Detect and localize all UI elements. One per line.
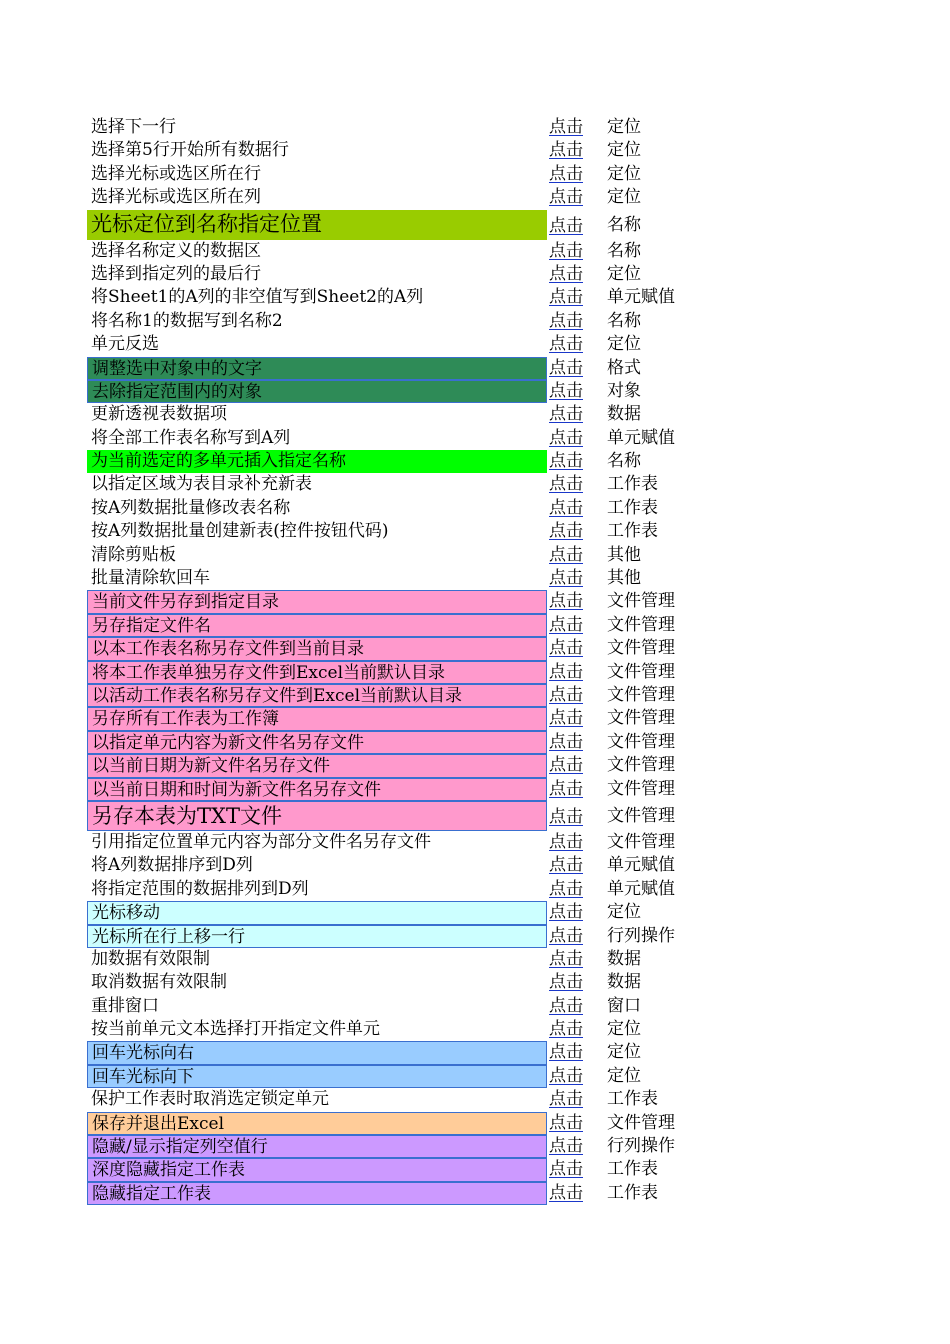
table-row [87, 186, 707, 209]
macro-category: 窗口 [607, 995, 641, 1016]
macro-description: 清除剪贴板 [91, 544, 176, 565]
macro-description: 隐藏指定工作表 [87, 1182, 547, 1205]
table-row [87, 139, 707, 162]
table-row [87, 971, 707, 994]
macro-category: 定位 [607, 117, 641, 137]
macro-description: 批量清除软回车 [91, 568, 210, 589]
table-row [87, 544, 707, 567]
macro-description: 以活动工作表名称另存文件到Excel当前默认目录 [87, 684, 547, 707]
macro-description: 以本工作表名称另存文件到当前目录 [87, 637, 547, 660]
table-row [87, 854, 707, 877]
run-macro-link[interactable]: 点击 [549, 380, 583, 401]
macro-description: 选择光标或选区所在列 [91, 187, 261, 208]
macro-description: 将指定范围的数据排列到D列 [91, 878, 309, 899]
table-row [87, 210, 707, 240]
macro-description: 单元反选 [91, 334, 159, 355]
run-macro-link[interactable]: 点击 [549, 948, 583, 969]
macro-description: 按当前单元文本选择打开指定文件单元 [91, 1019, 380, 1040]
table-row [87, 707, 707, 730]
macro-category: 单元赋值 [607, 878, 675, 899]
run-macro-link[interactable]: 点击 [549, 1136, 583, 1157]
run-macro-link[interactable]: 点击 [549, 334, 583, 355]
table-row [87, 925, 707, 948]
macro-description: 将名称1的数据写到名称2 [91, 310, 283, 331]
macro-category: 定位 [607, 263, 641, 284]
run-macro-link[interactable]: 点击 [549, 591, 583, 612]
macro-description: 选择到指定列的最后行 [91, 263, 261, 284]
macro-description: 按A列数据批量修改表名称 [91, 497, 291, 518]
run-macro-link[interactable]: 点击 [549, 187, 583, 208]
macro-description: 选择名称定义的数据区 [91, 240, 261, 261]
macro-description: 隐藏/显示指定列空值行 [87, 1135, 547, 1158]
table-row [87, 948, 707, 971]
macro-description: 另存所有工作表为工作簿 [87, 707, 547, 730]
run-macro-link[interactable]: 点击 [549, 684, 583, 705]
table-row [87, 567, 707, 590]
macro-category: 对象 [607, 380, 641, 401]
run-macro-link[interactable]: 点击 [549, 1089, 583, 1110]
table-row [87, 614, 707, 637]
macro-category: 定位 [607, 187, 641, 208]
run-macro-link[interactable]: 点击 [549, 995, 583, 1016]
table-row [87, 240, 707, 263]
macro-category: 工作表 [607, 474, 658, 495]
macro-description: 选择下一行 [91, 117, 176, 137]
table-row [87, 901, 707, 924]
macro-description: 当前文件另存到指定目录 [87, 590, 547, 613]
table-row [87, 878, 707, 901]
macro-category: 定位 [607, 334, 641, 355]
table-row [87, 380, 707, 403]
table-row [87, 1041, 707, 1064]
table-row [87, 1112, 707, 1135]
macro-description: 更新透视表数据项 [91, 404, 227, 425]
macro-category: 定位 [607, 902, 641, 923]
macro-description: 选择第5行开始所有数据行 [91, 140, 289, 161]
table-row [87, 163, 707, 186]
macro-description: 引用指定位置单元内容为部分文件名另存文件 [91, 831, 431, 852]
macro-description: 保存并退出Excel [87, 1112, 547, 1135]
macro-description: 将全部工作表名称写到A列 [91, 427, 291, 448]
run-macro-link[interactable]: 点击 [549, 1182, 583, 1203]
macro-description: 以当前日期和时间为新文件名另存文件 [87, 778, 547, 801]
run-macro-link[interactable]: 点击 [549, 878, 583, 899]
run-macro-link[interactable]: 点击 [549, 972, 583, 993]
run-macro-link[interactable]: 点击 [549, 1042, 583, 1063]
run-macro-link[interactable]: 点击 [549, 357, 583, 378]
macro-category: 定位 [607, 163, 641, 184]
macro-category: 定位 [607, 1019, 641, 1040]
run-macro-link[interactable]: 点击 [549, 1019, 583, 1040]
run-macro-link[interactable]: 点击 [549, 708, 583, 729]
run-macro-link[interactable]: 点击 [549, 544, 583, 565]
table-row [87, 520, 707, 543]
macro-description: 光标移动 [87, 901, 547, 924]
macro-category: 其他 [607, 568, 641, 589]
run-macro-link[interactable]: 点击 [549, 240, 583, 261]
table-row [87, 684, 707, 707]
run-macro-link[interactable]: 点击 [549, 1159, 583, 1180]
macro-description: 调整选中对象中的文字 [87, 357, 547, 380]
table-row [87, 995, 707, 1018]
macro-category: 文件管理 [607, 755, 675, 776]
table-row [87, 263, 707, 286]
run-macro-link[interactable]: 点击 [549, 287, 583, 308]
macro-description: 光标定位到名称指定位置 [87, 210, 547, 240]
macro-category: 文件管理 [607, 684, 675, 705]
macro-category: 其他 [607, 544, 641, 565]
run-macro-link[interactable]: 点击 [549, 163, 583, 184]
run-macro-link[interactable]: 点击 [549, 806, 583, 827]
run-macro-link[interactable]: 点击 [549, 568, 583, 589]
macro-category: 文件管理 [607, 638, 675, 659]
macro-description: 深度隐藏指定工作表 [87, 1158, 547, 1181]
run-macro-link[interactable]: 点击 [549, 661, 583, 682]
run-macro-link[interactable]: 点击 [549, 855, 583, 876]
macro-list-sheet [87, 116, 707, 1205]
run-macro-link[interactable]: 点击 [549, 497, 583, 518]
macro-category: 定位 [607, 140, 641, 161]
run-macro-link[interactable]: 点击 [549, 778, 583, 799]
macro-category: 文件管理 [607, 661, 675, 682]
table-row [87, 1065, 707, 1088]
macro-description: 加数据有效限制 [91, 948, 210, 969]
macro-description: 以当前日期为新文件名另存文件 [87, 754, 547, 777]
macro-description: 以指定区域为表目录补充新表 [91, 474, 312, 495]
macro-category: 行列操作 [607, 1136, 675, 1157]
table-row [87, 778, 707, 801]
run-macro-link[interactable]: 点击 [549, 310, 583, 331]
run-macro-link[interactable]: 点击 [549, 117, 583, 137]
table-row [87, 754, 707, 777]
macro-description: 重排窗口 [91, 995, 159, 1016]
macro-category: 工作表 [607, 1089, 658, 1110]
table-row [87, 1182, 707, 1205]
macro-category: 数据 [607, 972, 641, 993]
macro-category: 行列操作 [607, 925, 675, 946]
macro-category: 单元赋值 [607, 427, 675, 448]
macro-description: 将A列数据排序到D列 [91, 855, 253, 876]
run-macro-link[interactable]: 点击 [549, 140, 583, 161]
macro-category: 文件管理 [607, 614, 675, 635]
run-macro-link[interactable]: 点击 [549, 1065, 583, 1086]
macro-description: 另存指定文件名 [87, 614, 547, 637]
macro-category: 工作表 [607, 1159, 658, 1180]
run-macro-link[interactable]: 点击 [549, 451, 583, 472]
macro-description: 保护工作表时取消选定锁定单元 [91, 1089, 329, 1110]
run-macro-link[interactable]: 点击 [549, 215, 583, 236]
macro-category: 文件管理 [607, 1112, 675, 1133]
macro-category: 文件管理 [607, 591, 675, 612]
table-row [87, 450, 707, 473]
run-macro-link[interactable]: 点击 [549, 731, 583, 752]
macro-description: 将本工作表单独另存文件到Excel当前默认目录 [87, 661, 547, 684]
run-macro-link[interactable]: 点击 [549, 521, 583, 542]
table-row [87, 116, 707, 139]
table-row [87, 333, 707, 356]
macro-category: 文件管理 [607, 831, 675, 852]
macro-description: 回车光标向右 [87, 1041, 547, 1064]
table-row [87, 731, 707, 754]
macro-category: 名称 [607, 240, 641, 261]
macro-description: 将Sheet1的A列的非空值写到Sheet2的A列 [91, 287, 424, 308]
run-macro-link[interactable]: 点击 [549, 427, 583, 448]
table-row [87, 637, 707, 660]
macro-category: 文件管理 [607, 805, 675, 826]
run-macro-link[interactable]: 点击 [549, 1112, 583, 1133]
table-row [87, 427, 707, 450]
macro-category: 数据 [607, 948, 641, 969]
macro-category: 单元赋值 [607, 287, 675, 308]
run-macro-link[interactable]: 点击 [549, 831, 583, 852]
macro-category: 数据 [607, 404, 641, 425]
macro-description: 为当前选定的多单元插入指定名称 [87, 450, 547, 473]
table-row [87, 357, 707, 380]
table-row [87, 310, 707, 333]
run-macro-link[interactable]: 点击 [549, 263, 583, 284]
macro-category: 名称 [607, 310, 641, 331]
table-row [87, 497, 707, 520]
run-macro-link[interactable]: 点击 [549, 638, 583, 659]
run-macro-link[interactable]: 点击 [549, 902, 583, 923]
table-row [87, 831, 707, 854]
table-row [87, 473, 707, 496]
table-row [87, 801, 707, 831]
macro-description: 以指定单元内容为新文件名另存文件 [87, 731, 547, 754]
macro-description: 另存本表为TXT文件 [87, 801, 547, 831]
macro-category: 文件管理 [607, 731, 675, 752]
macro-description: 去除指定范围内的对象 [87, 380, 547, 403]
macro-description: 回车光标向下 [87, 1065, 547, 1088]
table-row [87, 403, 707, 426]
macro-category: 定位 [607, 1042, 641, 1063]
table-row [87, 661, 707, 684]
table-row [87, 286, 707, 309]
run-macro-link[interactable]: 点击 [549, 404, 583, 425]
macro-category: 文件管理 [607, 778, 675, 799]
macro-category: 名称 [607, 451, 641, 472]
table-row [87, 1018, 707, 1041]
macro-category: 工作表 [607, 1182, 658, 1203]
macro-category: 定位 [607, 1065, 641, 1086]
macro-description: 光标所在行上移一行 [87, 925, 547, 948]
macro-description: 选择光标或选区所在行 [91, 163, 261, 184]
macro-category: 工作表 [607, 521, 658, 542]
macro-category: 名称 [607, 214, 641, 235]
table-row [87, 1158, 707, 1181]
run-macro-link[interactable]: 点击 [549, 925, 583, 946]
table-row [87, 590, 707, 613]
macro-description: 取消数据有效限制 [91, 972, 227, 993]
macro-description: 按A列数据批量创建新表(控件按钮代码) [91, 521, 389, 542]
macro-category: 文件管理 [607, 708, 675, 729]
macro-category: 格式 [607, 357, 641, 378]
table-row [87, 1135, 707, 1158]
table-row [87, 1088, 707, 1111]
run-macro-link[interactable]: 点击 [549, 755, 583, 776]
macro-category: 工作表 [607, 497, 658, 518]
run-macro-link[interactable]: 点击 [549, 614, 583, 635]
run-macro-link[interactable]: 点击 [549, 474, 583, 495]
macro-category: 单元赋值 [607, 855, 675, 876]
